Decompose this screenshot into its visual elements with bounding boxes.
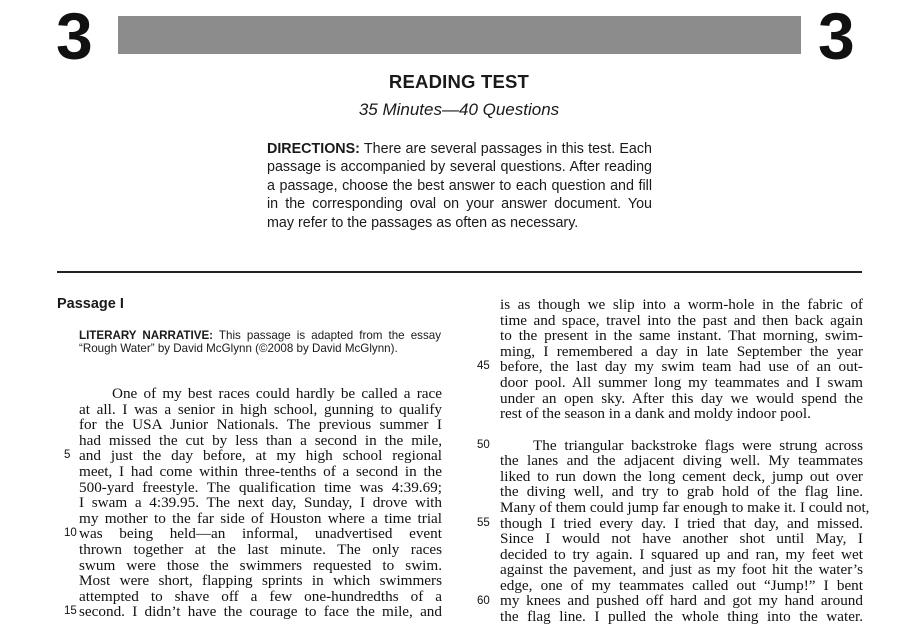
passage-line-text: meet, I had come within three-tenths of a second in the — [79, 462, 442, 480]
paragraph-gap — [500, 422, 863, 438]
passage-line — [79, 526, 442, 542]
passage-line — [500, 609, 863, 625]
passage-line-text: One of my best races could hardly be called a race — [112, 385, 442, 402]
passage-line — [79, 589, 442, 605]
passage-line — [79, 386, 442, 402]
passage-line — [500, 297, 863, 313]
passage-line — [500, 313, 863, 329]
passage-line-text: against the pavement, and just as my foot hit the water’s — [500, 561, 863, 579]
passage-line-text: Since I would not have another shot until May, I — [500, 530, 863, 548]
passage-line — [500, 328, 863, 344]
intro-text: This passage is adapted from the essay “Rough Water” by David McGlynn (©2008 by David McGlynn). — [79, 329, 441, 356]
passage-line-text: attempted to shave off a few one-hundredths of a — [79, 587, 442, 605]
test-title: READING TEST — [388, 71, 530, 92]
passage-line-text: before, the last day my swim team had use of an out- — [500, 358, 863, 376]
passage-line — [500, 438, 863, 454]
passage-line-text: time and space, travel into the past and then back again — [500, 311, 863, 329]
directions-text: There are several passages in this test. Each passage is accompanied by several questions. After reading a passage, choose the best answer to each question and fill in the corresponding oval on your answer document. You may refer to the passages as often as necessary. — [267, 141, 652, 231]
passage-label: Passage I — [57, 296, 124, 312]
passage-line-text: my mother to the far side of Houston where a time trial — [79, 509, 442, 527]
passage-line-text: the diving well, and try to grab hold of the flag line. — [500, 483, 863, 501]
passage-line-text: is as though we slip into a worm-hole in the fabric of — [500, 296, 863, 313]
passage-line-text: was being held—an informal, unadvertised event — [79, 525, 442, 543]
passage-line — [79, 417, 442, 433]
passage-line-text: had missed the cut by less than a second in the mile, — [79, 431, 442, 449]
passage-line — [500, 375, 863, 391]
passage-line — [79, 495, 442, 511]
passage-line — [79, 558, 442, 574]
passage-line — [500, 547, 863, 563]
passage-line-text: for the USA Junior Nationals. The previous summer I — [79, 416, 442, 434]
line-number: 55 — [477, 516, 490, 529]
passage-line — [500, 406, 863, 422]
passage-line-text: to the present in the same instant. That morning, swim- — [500, 327, 863, 345]
passage-line-text: though I tried every day. I tried that day, and missed. — [500, 514, 863, 532]
section-number-right: 3 — [818, 0, 855, 73]
passage-line-text: 500-yard freestyle. The qualification time was 4:39.69; — [79, 478, 442, 496]
passage-line — [79, 511, 442, 527]
section-number-left: 3 — [56, 0, 93, 73]
passage-line-text: second. I didn’t have the courage to face the mile, and — [79, 603, 442, 621]
passage-line — [500, 484, 863, 500]
passage-line — [79, 542, 442, 558]
passage-line — [79, 448, 442, 464]
passage-line — [500, 391, 863, 407]
line-number: 45 — [477, 360, 490, 373]
passage-line-text: door pool. All summer long my teammates and I swam — [500, 373, 863, 391]
passage-line — [500, 593, 863, 609]
passage-line — [500, 469, 863, 485]
passage-line-text: The triangular backstroke flags were strung across — [533, 436, 863, 454]
line-number: 15 — [64, 605, 77, 618]
passage-line-text: my knees and pushed off hard and got my hand around — [500, 592, 863, 610]
passage-line — [500, 344, 863, 360]
line-number: 60 — [477, 594, 490, 607]
passage-line — [500, 498, 870, 516]
line-number: 5 — [64, 449, 71, 462]
horizontal-rule — [57, 271, 862, 273]
section-header-bar — [118, 16, 801, 54]
passage-line — [500, 516, 863, 532]
passage-line-text: and just the day before, at my high school regional — [79, 447, 442, 465]
passage-line-text: edge, one of my teammates called out “Jump!” I bent — [500, 576, 863, 594]
passage-intro — [79, 329, 441, 356]
passage-line-text: the lanes and the adjacent diving well. My teammates — [500, 452, 863, 470]
passage-line-text: Most were short, flapping sprints in which swimmers — [79, 572, 442, 590]
passage-line-text: liked to run down the long cement deck, jump out over — [500, 467, 863, 485]
intro-label: LITERARY NARRATIVE: — [79, 329, 214, 342]
passage-line-text: thrown together at the last minute. The only races — [79, 540, 442, 558]
passage-line-text: Many of them could jump far enough to make it. I could not, — [500, 498, 870, 516]
passage-line — [79, 604, 442, 620]
test-subtitle: 35 Minutes—40 Questions — [358, 100, 560, 119]
passage-line-text: decided to try again. I squared up and ran, my feet wet — [500, 545, 863, 563]
passage-line — [500, 562, 863, 578]
line-number: 10 — [64, 527, 77, 540]
passage-line — [79, 433, 442, 449]
passage-line — [500, 453, 863, 469]
passage-line — [500, 531, 863, 547]
directions — [267, 140, 652, 232]
passage-line-text: at all. I was a senior in high school, gunning to qualify — [79, 400, 442, 418]
passage-column-left — [79, 386, 442, 620]
passage-line — [79, 573, 442, 589]
passage-line — [500, 578, 863, 594]
passage-line-text: swum were those the swimmers requested to swim. — [79, 556, 442, 574]
line-number: 50 — [477, 438, 490, 451]
passage-line — [79, 402, 442, 418]
passage-column-right — [500, 296, 870, 625]
passage-line — [500, 359, 863, 375]
passage-line — [79, 480, 442, 496]
passage-line-text: I swam a 4:39.95. The next day, Sunday, I drove with — [79, 494, 442, 512]
passage-line-text: the flag line. I pulled the whole thing into the water. — [500, 608, 863, 625]
directions-label: DIRECTIONS: — [267, 141, 360, 157]
passage-line-text: ming, I remembered a day in late September the year — [500, 342, 863, 360]
passage-line-text: under an open sky. After this day we would spend the — [500, 389, 863, 407]
passage-line — [79, 464, 442, 480]
passage-line-text: rest of the season in a dank and moldy indoor pool. — [500, 405, 811, 423]
